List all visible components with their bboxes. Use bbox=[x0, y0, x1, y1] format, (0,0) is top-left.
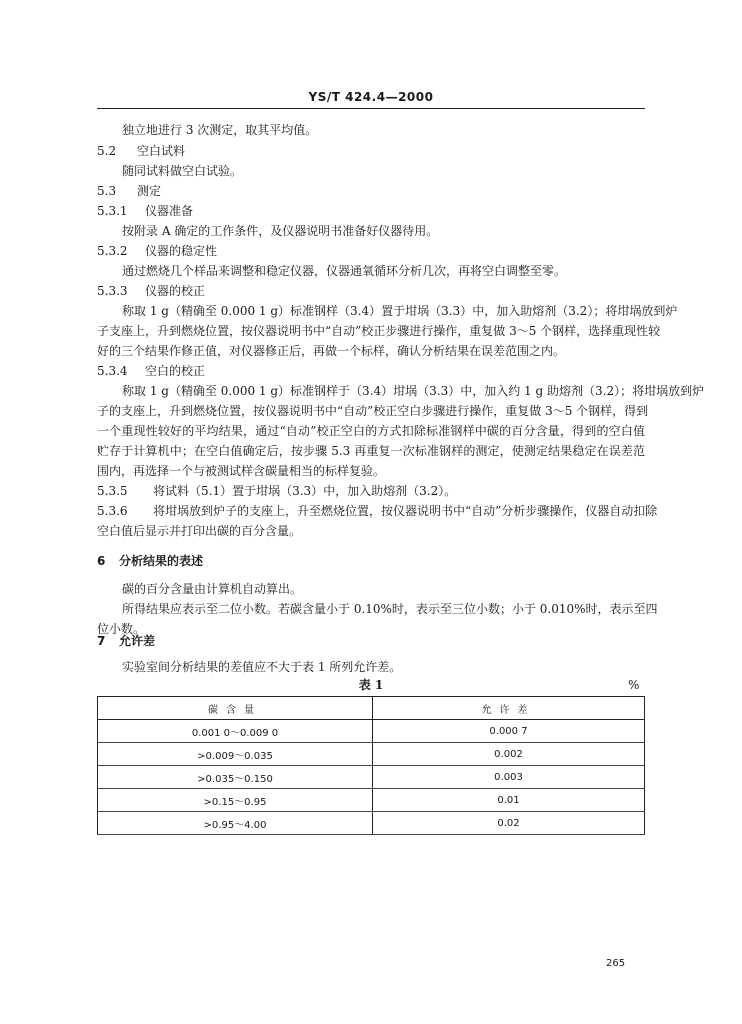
section-5-3-heading bbox=[97, 182, 161, 200]
cell-carbon-content: >0.035～0.150 bbox=[98, 766, 373, 789]
section-title: 测定 bbox=[137, 184, 162, 198]
table-caption: 表 1 bbox=[358, 678, 384, 692]
section-number: 5.3.4 bbox=[97, 364, 128, 378]
section-5-3-1-heading bbox=[97, 202, 193, 220]
section-title: 分析结果的表述 bbox=[119, 554, 204, 568]
section-5-3-4-heading bbox=[97, 362, 205, 380]
cell-tolerance: 0.002 bbox=[373, 743, 645, 766]
section-5-3-5 bbox=[97, 482, 456, 500]
section-6-heading bbox=[97, 552, 203, 570]
cell-carbon-content: >0.009～0.035 bbox=[98, 743, 373, 766]
paragraph-line: 称取 1 g（精确至 0.000 1 g）标准钢样（3.4）置于坩埚（3.3）中，加入助熔剂（3.2）；将坩埚放到炉 bbox=[122, 304, 678, 318]
section-number: 5.3 bbox=[97, 184, 117, 198]
section-title: 空白试料 bbox=[137, 144, 186, 158]
section-5-3-2-heading bbox=[97, 242, 217, 260]
table-row bbox=[98, 766, 645, 789]
section-title: 空白的校正 bbox=[145, 364, 206, 378]
cell-tolerance: 0.000 7 bbox=[373, 720, 645, 743]
table-row bbox=[98, 812, 645, 835]
paragraph-instrument-prep: 按附录 A 确定的工作条件，及仪器说明书准备好仪器待用。 bbox=[122, 224, 439, 238]
paragraph-line: 一个重现性较好的平均结果，通过“自动”校正空白的方式扣除标准钢样中碳的百分含量，得到的空白值 bbox=[97, 424, 645, 438]
cell-tolerance: 0.02 bbox=[373, 812, 645, 835]
paragraph-stability: 通过燃烧几个样品来调整和稳定仪器，仪器通氧循环分析几次，再将空白调整至零。 bbox=[122, 264, 567, 278]
section-number: 5.2 bbox=[97, 144, 117, 158]
cell-carbon-content: 0.001 0～0.009 0 bbox=[98, 720, 373, 743]
section-number: 5.3.3 bbox=[97, 284, 128, 298]
cell-carbon-content: >0.95～4.00 bbox=[98, 812, 373, 835]
section-title: 允许差 bbox=[119, 634, 156, 648]
paragraph-intro: 独立地进行 3 次测定，取其平均值。 bbox=[122, 123, 318, 137]
paragraph-line: 围内，再选择一个与被测试样含碳量相当的标样复验。 bbox=[97, 464, 386, 478]
column-header-carbon-content: 碳含量 bbox=[98, 697, 373, 720]
paragraph-line: 所得结果应表示至二位小数。若碳含量小于 0.10%时，表示至三位小数；小于 0.010%时，表示至四 bbox=[122, 602, 658, 616]
section-number: 7 bbox=[97, 634, 106, 648]
section-5-3-3-heading bbox=[97, 282, 205, 300]
section-title: 仪器的校正 bbox=[145, 284, 206, 298]
table-row bbox=[98, 720, 645, 743]
table-row bbox=[98, 743, 645, 766]
table-unit: % bbox=[628, 678, 640, 692]
paragraph-line: 子支座上，升到燃烧位置，按仪器说明书中“自动”校正步骤进行操作，重复做 3～5 个钢样，选择重现性较 bbox=[97, 324, 661, 338]
section-7-heading bbox=[97, 632, 155, 650]
paragraph-blank-test: 随同试料做空白试验。 bbox=[122, 164, 243, 178]
table-row bbox=[98, 789, 645, 812]
section-text: 将试料（5.1）置于坩埚（3.3）中，加入助熔剂（3.2）。 bbox=[153, 484, 457, 498]
paragraph-result-calc: 碳的百分含量由计算机自动算出。 bbox=[122, 582, 303, 596]
section-5-2-heading bbox=[97, 142, 185, 160]
section-text: 将坩埚放到炉子的支座上，升至燃烧位置，按仪器说明书中“自动”分析步骤操作，仪器自动扣除 bbox=[153, 504, 658, 518]
section-number: 5.3.5 bbox=[97, 484, 128, 498]
standard-code-header: YS/T 424.4—2000 bbox=[308, 90, 434, 104]
section-number: 5.3.1 bbox=[97, 204, 128, 218]
paragraph-line: 贮存于计算机中；在空白值确定后，按步骤 5.3 再重复一次标准钢样的测定，使测定结果稳定在误差范 bbox=[97, 444, 645, 458]
cell-tolerance: 0.003 bbox=[373, 766, 645, 789]
section-number: 5.3.6 bbox=[97, 504, 128, 518]
paragraph-line: 称取 1 g（精确至 0.000 1 g）标准钢样于（3.4）坩埚（3.3）中，加入约 1 g 助熔剂（3.2）；将坩埚放到炉 bbox=[122, 384, 705, 398]
paragraph-line: 位小数。 bbox=[97, 622, 146, 636]
section-5-3-6 bbox=[97, 502, 658, 520]
column-header-tolerance: 允许差 bbox=[373, 697, 645, 720]
section-title: 仪器的稳定性 bbox=[145, 244, 218, 258]
section-number: 5.3.2 bbox=[97, 244, 128, 258]
page-number: 265 bbox=[606, 958, 626, 969]
section-title: 仪器准备 bbox=[145, 204, 194, 218]
paragraph-line: 子的支座上，升到燃烧位置，按仪器说明书中“自动”校正空白步骤进行操作，重复做 3～5 个钢样，得到 bbox=[97, 404, 649, 418]
cell-tolerance: 0.01 bbox=[373, 789, 645, 812]
paragraph-tolerance-intro: 实验室间分析结果的差值应不大于表 1 所列允许差。 bbox=[122, 660, 402, 674]
section-number: 6 bbox=[97, 554, 106, 568]
tolerance-table bbox=[97, 696, 645, 835]
header-divider bbox=[97, 108, 645, 109]
paragraph-line: 空白值后显示并打印出碳的百分含量。 bbox=[97, 524, 302, 538]
cell-carbon-content: >0.15～0.95 bbox=[98, 789, 373, 812]
table-header-row bbox=[98, 697, 645, 720]
paragraph-line: 好的三个结果作修正值，对仪器修正后，再做一个标样，确认分析结果在误差范围之内。 bbox=[97, 344, 566, 358]
